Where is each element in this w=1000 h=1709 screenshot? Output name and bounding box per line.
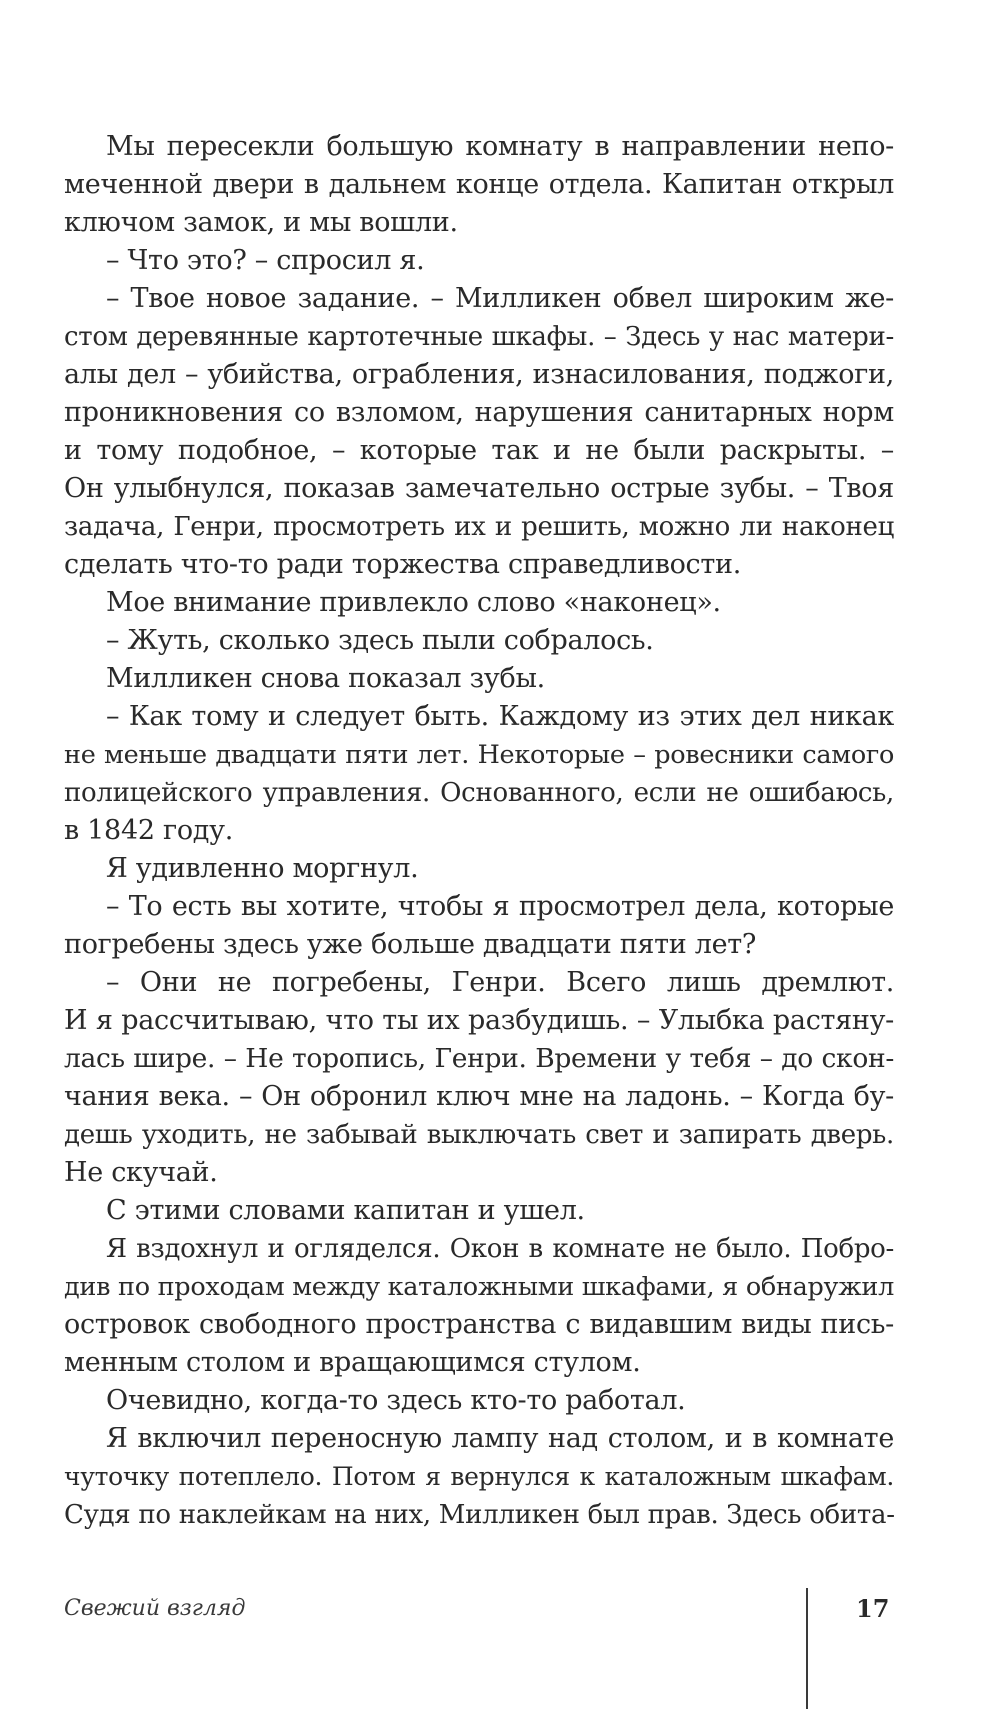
text-line: дешь уходить, не забывай выключать свет и запирать дверь. bbox=[64, 1120, 894, 1150]
text-line: не меньше двадцати пяти лет. Некоторые – ровесники самого bbox=[64, 740, 894, 770]
text-line: И я рассчитываю, что ты их разбудишь. – Улыбка растяну- bbox=[64, 1005, 894, 1036]
text-line: Я вздохнул и огляделся. Окон в комнате не было. Побро- bbox=[106, 1234, 894, 1264]
text-line: островок свободного пространства с видавшим виды пись- bbox=[64, 1309, 894, 1340]
text-line: Он улыбнулся, показав замечательно острые зубы. – Твоя bbox=[64, 473, 894, 504]
page-number: 17 bbox=[856, 1594, 890, 1623]
text-line: Мое внимание привлекло слово «наконец». bbox=[106, 587, 721, 618]
text-line: задача, Генри, просмотреть их и решить, можно ли наконец bbox=[64, 512, 894, 542]
text-line: ключом замок, и мы вошли. bbox=[64, 207, 458, 238]
text-line: проникновения со взломом, нарушения санитарных норм bbox=[64, 397, 894, 428]
text-line: стом деревянные картотечные шкафы. – Здесь у нас матери- bbox=[64, 322, 894, 352]
text-line: див по проходам между каталожными шкафами, я обнаружил bbox=[64, 1272, 894, 1302]
text-line: полицейского управления. Основанного, если не ошибаюсь, bbox=[64, 778, 894, 808]
text-line: лась шире. – Не торопись, Генри. Времени у тебя – до скон- bbox=[64, 1043, 894, 1074]
text-line: – Твое новое задание. – Милликен обвел широким же- bbox=[106, 283, 894, 314]
text-line: Не скучай. bbox=[64, 1157, 218, 1188]
text-line: чуточку потеплело. Потом я вернулся к каталожным шкафам. bbox=[64, 1462, 894, 1491]
text-line: в 1842 году. bbox=[64, 815, 233, 846]
text-line: чания века. – Он обронил ключ мне на ладонь. – Когда бу- bbox=[64, 1081, 894, 1112]
text-line: алы дел – убийства, ограбления, изнасилования, поджоги, bbox=[64, 359, 894, 390]
text-line: Я включил переносную лампу над столом, и в комнате bbox=[106, 1423, 894, 1454]
text-line: Я удивленно моргнул. bbox=[106, 853, 419, 884]
text-line: погребены здесь уже больше двадцати пяти лет? bbox=[64, 929, 757, 960]
text-line: Мы пересекли большую комнату в направлении непо- bbox=[106, 131, 894, 162]
running-footer-title: Свежий взгляд bbox=[64, 1596, 246, 1621]
text-line: Судя по наклейкам на них, Милликен был прав. Здесь обита- bbox=[64, 1500, 895, 1530]
text-line: Милликен снова показал зубы. bbox=[106, 663, 545, 694]
body-text bbox=[64, 128, 894, 1534]
text-line: сделать что-то ради торжества справедливости. bbox=[64, 549, 741, 580]
text-line: – Жуть, сколько здесь пыли собралось. bbox=[106, 625, 654, 656]
text-line: Очевидно, когда-то здесь кто-то работал. bbox=[106, 1385, 686, 1416]
text-line: меченной двери в дальнем конце отдела. Капитан открыл bbox=[64, 169, 894, 200]
text-line: менным столом и вращающимся стулом. bbox=[64, 1347, 641, 1378]
text-line: – То есть вы хотите, чтобы я просмотрел дела, которые bbox=[106, 891, 894, 922]
text-line: С этими словами капитан и ушел. bbox=[106, 1195, 585, 1226]
text-line: – Они не погребены, Генри. Всего лишь дремлют. bbox=[106, 967, 894, 998]
text-line: – Что это? – спросил я. bbox=[106, 245, 425, 276]
footer-divider bbox=[806, 1588, 808, 1709]
text-line: – Как тому и следует быть. Каждому из этих дел никак bbox=[106, 701, 894, 732]
text-line: и тому подобное, – которые так и не были раскрыты. – bbox=[64, 435, 894, 466]
